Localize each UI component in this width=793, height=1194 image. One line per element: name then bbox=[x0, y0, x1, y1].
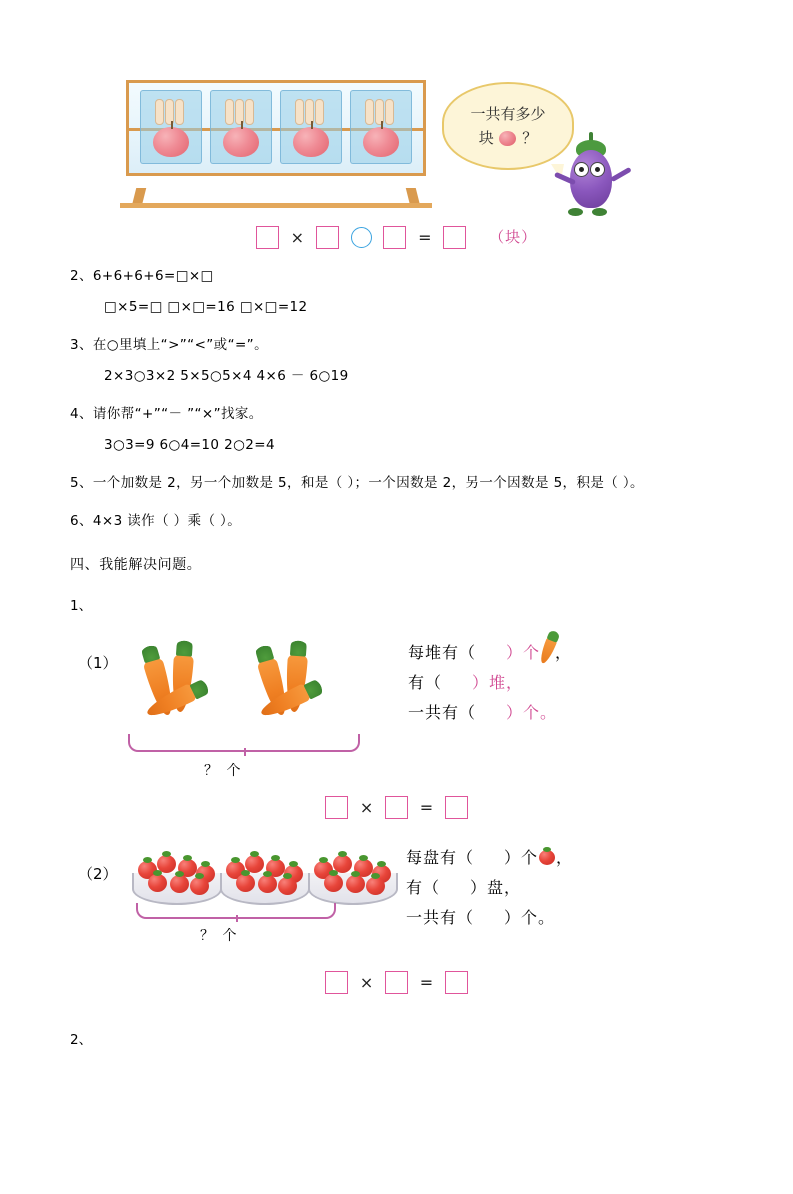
p2-line1-c: ， bbox=[556, 848, 574, 867]
top-illustration bbox=[70, 72, 723, 222]
answer-box[interactable] bbox=[385, 796, 408, 819]
tomato-icon bbox=[236, 874, 255, 892]
answer-box[interactable] bbox=[443, 226, 466, 249]
eggplant-foot bbox=[568, 208, 583, 216]
section-item-1-number: 1、 bbox=[70, 598, 93, 614]
question-5-number: 5、 bbox=[70, 475, 93, 491]
eggplant-body bbox=[570, 150, 612, 208]
p1-line2-a: 有（ bbox=[408, 673, 443, 692]
tomato-icon bbox=[170, 875, 189, 893]
question-2-text: 6+6+6+6=□×□ bbox=[92, 268, 214, 284]
worksheet-page bbox=[0, 72, 793, 1194]
tomato-icon bbox=[258, 875, 277, 893]
eggplant-eye bbox=[590, 162, 605, 177]
question-3-text: 在○里填上“>”“<”或“=”。 bbox=[92, 337, 268, 353]
apple-tray bbox=[280, 90, 342, 164]
p1-line2-b: ）堆， bbox=[472, 673, 524, 692]
question-6-text: 4×3 读作（ ）乘（ ）。 bbox=[92, 513, 242, 529]
answer-box[interactable] bbox=[316, 226, 339, 249]
problem-1-text bbox=[408, 638, 572, 728]
multiply-symbol: × bbox=[359, 798, 374, 817]
p2-line3-a: 一共有（ bbox=[406, 908, 475, 927]
apple-icon bbox=[153, 127, 189, 157]
question-4-sub: 3○3=9 6○4=10 2○2=4 bbox=[104, 437, 275, 453]
p2-line1-a: 每盘有（ bbox=[406, 848, 475, 867]
speech-bubble bbox=[442, 82, 574, 170]
p1-line3-b: ）个。 bbox=[506, 703, 558, 722]
eggplant-foot bbox=[592, 208, 607, 216]
answer-box[interactable] bbox=[256, 226, 279, 249]
p1-line1-a: 每堆有（ bbox=[408, 643, 477, 662]
tomato-icon bbox=[324, 874, 343, 892]
tomato-icon bbox=[278, 877, 297, 895]
p1-line1-c: ， bbox=[555, 643, 573, 662]
section-title: 四、我能解决问题。 bbox=[70, 557, 202, 573]
multiply-symbol: × bbox=[359, 973, 374, 992]
answer-box[interactable] bbox=[383, 226, 406, 249]
equals-symbol: = bbox=[418, 228, 432, 247]
p2-line2-b: ）盘， bbox=[470, 878, 522, 897]
brace-bracket bbox=[128, 734, 360, 752]
circle-operator-blank bbox=[351, 227, 372, 248]
answer-box[interactable] bbox=[445, 971, 468, 994]
question-4-number: 4、 bbox=[70, 406, 93, 422]
question-2-number: 2、 bbox=[70, 268, 93, 284]
problem-2-label: （2） bbox=[78, 865, 118, 883]
apple-tray bbox=[140, 90, 202, 164]
problem-2-brace-label: ？ 个 bbox=[200, 928, 239, 944]
operator-circle[interactable] bbox=[351, 227, 372, 248]
p2-line2-a: 有（ bbox=[406, 878, 441, 897]
apple-tray bbox=[350, 90, 412, 164]
p1-line3-a: 一共有（ bbox=[408, 703, 477, 722]
p1-line1-b: ）个 bbox=[506, 643, 541, 662]
eggplant-arm bbox=[610, 167, 632, 182]
question-4 bbox=[70, 403, 723, 425]
question-6 bbox=[70, 510, 723, 532]
tomato-icon bbox=[366, 877, 385, 895]
bubble-line-2: 块 bbox=[478, 129, 494, 147]
apple-icon bbox=[293, 127, 329, 157]
bubble-line-1: 一共有多少 bbox=[470, 105, 546, 123]
question-2-sub: □×5=□ □×□=16 □×□=12 bbox=[104, 299, 308, 315]
eggplant-character bbox=[562, 132, 624, 218]
equals-symbol: = bbox=[419, 798, 434, 817]
question-5 bbox=[70, 472, 723, 494]
question-5-text: 一个加数是 2，另一个加数是 5，和是（ ）；一个因数是 2，另一个因数是 5，积是（ ）。 bbox=[92, 475, 644, 491]
section-item-2-number: 2、 bbox=[70, 1032, 93, 1048]
question-3-number: 3、 bbox=[70, 337, 93, 353]
tomato-icon bbox=[148, 874, 167, 892]
answer-box[interactable] bbox=[325, 971, 348, 994]
question-2 bbox=[70, 265, 723, 287]
p2-line3-b: ）个。 bbox=[504, 908, 556, 927]
problem-1 bbox=[70, 622, 723, 779]
carrot-group bbox=[132, 636, 236, 720]
equals-symbol: = bbox=[419, 973, 434, 992]
apple-shelf-illustration bbox=[126, 80, 426, 190]
apple-icon bbox=[223, 127, 259, 157]
eggplant-eye bbox=[574, 162, 589, 177]
apple-tray bbox=[210, 90, 272, 164]
question-4-text: 请你帮“+”“－ ”“×”找家。 bbox=[92, 406, 263, 422]
question-3-sub: 2×3○3×2 5×5○5×4 4×6 － 6○19 bbox=[104, 368, 349, 384]
question-3 bbox=[70, 334, 723, 356]
multiply-symbol: × bbox=[290, 228, 305, 247]
brace-bracket bbox=[136, 903, 336, 919]
shelf-base bbox=[120, 203, 432, 208]
problem-1-answer-row bbox=[70, 796, 723, 819]
tomato-icon bbox=[190, 877, 209, 895]
problem-1-label: （1） bbox=[78, 654, 118, 672]
problem-1-brace-label: ？ 个 bbox=[204, 763, 243, 779]
tomato-icon bbox=[346, 875, 365, 893]
top-equation-row bbox=[70, 226, 723, 249]
problem-2-text bbox=[406, 843, 573, 933]
apple-icon bbox=[363, 127, 399, 157]
p2-line1-b: ）个 bbox=[504, 848, 539, 867]
problem-2-answer-row bbox=[70, 971, 723, 994]
tomato-icon bbox=[539, 850, 555, 865]
carrot-group bbox=[246, 636, 350, 720]
answer-box[interactable] bbox=[385, 971, 408, 994]
unit-label: （块） bbox=[489, 228, 538, 246]
problem-2 bbox=[70, 837, 723, 949]
carrot-illustration bbox=[128, 636, 368, 748]
bubble-line-3: ？ bbox=[522, 129, 538, 147]
answer-box[interactable] bbox=[445, 796, 468, 819]
answer-box[interactable] bbox=[325, 796, 348, 819]
question-6-number: 6、 bbox=[70, 513, 93, 529]
apple-icon bbox=[499, 131, 516, 146]
